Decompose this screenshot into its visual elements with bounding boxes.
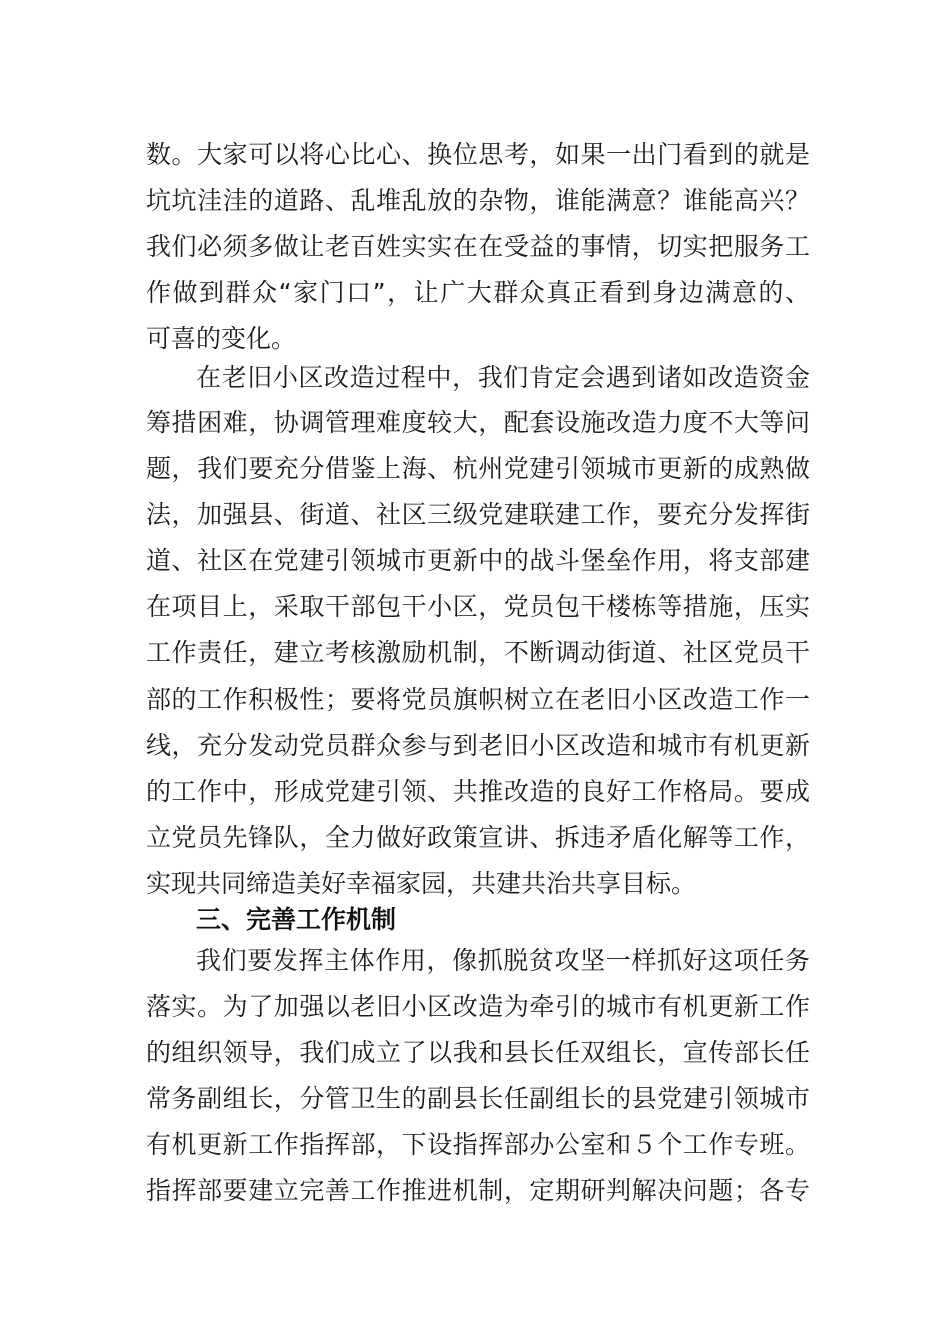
text-line: 有机更新工作指挥部，下设指挥部办公室和５个工作专班。: [146, 1130, 810, 1159]
text-line: 题，我们要充分借鉴上海、杭州党建引领城市更新的成熟做: [146, 454, 810, 483]
text-line: 线，充分发动党员群众参与到老旧小区改造和城市有机更新: [146, 731, 810, 760]
text-line: 我们要发挥主体作用，像抓脱贫攻坚一样抓好这项任务: [196, 946, 810, 975]
text-line: 常务副组长，分管卫生的副县长任副组长的县党建引领城市: [146, 1084, 810, 1113]
text-line: 坑坑洼洼的道路、乱堆乱放的杂物，谁能满意？谁能高兴？: [146, 186, 810, 215]
text-line: 筹措困难，协调管理难度较大，配套设施改造力度不大等问: [146, 408, 810, 437]
text-line: 在老旧小区改造过程中，我们肯定会遇到诸如改造资金: [196, 363, 810, 392]
section-heading: 三、完善工作机制: [196, 905, 397, 934]
text-line: 指挥部要建立完善工作推进机制，定期研判解决问题；各专: [146, 1176, 810, 1205]
text-line: 工作责任，建立考核激励机制，不断调动街道、社区党员干: [146, 638, 810, 667]
text-line: 我们必须多做让老百姓实实在在受益的事情，切实把服务工: [146, 232, 810, 261]
text-line: 的工作中，形成党建引领、共推改造的良好工作格局。要成: [146, 777, 810, 806]
text-line: 法，加强县、街道、社区三级党建联建工作，要充分发挥街: [146, 500, 810, 529]
text-line: 的组织领导，我们成立了以我和县长任双组长，宣传部长任: [146, 1038, 810, 1067]
text-line: 部的工作积极性；要将党员旗帜树立在老旧小区改造工作一: [146, 685, 810, 714]
text-line: 立党员先锋队，全力做好政策宣讲、拆违矛盾化解等工作，: [146, 823, 810, 852]
text-line: 数。大家可以将心比心、换位思考，如果一出门看到的就是: [146, 140, 810, 169]
text-line: 在项目上，采取干部包干小区，党员包干楼栋等措施，压实: [146, 592, 810, 621]
text-line: 实现共同缔造美好幸福家园，共建共治共享目标。: [146, 869, 697, 898]
text-line: 道、社区在党建引领城市更新中的战斗堡垒作用，将支部建: [146, 546, 810, 575]
text-line: 作做到群众“家门口”，让广大群众真正看到身边满意的、: [146, 278, 810, 307]
text-line: 可喜的变化。: [146, 324, 297, 353]
text-line: 落实。为了加强以老旧小区改造为牵引的城市有机更新工作: [146, 992, 810, 1021]
